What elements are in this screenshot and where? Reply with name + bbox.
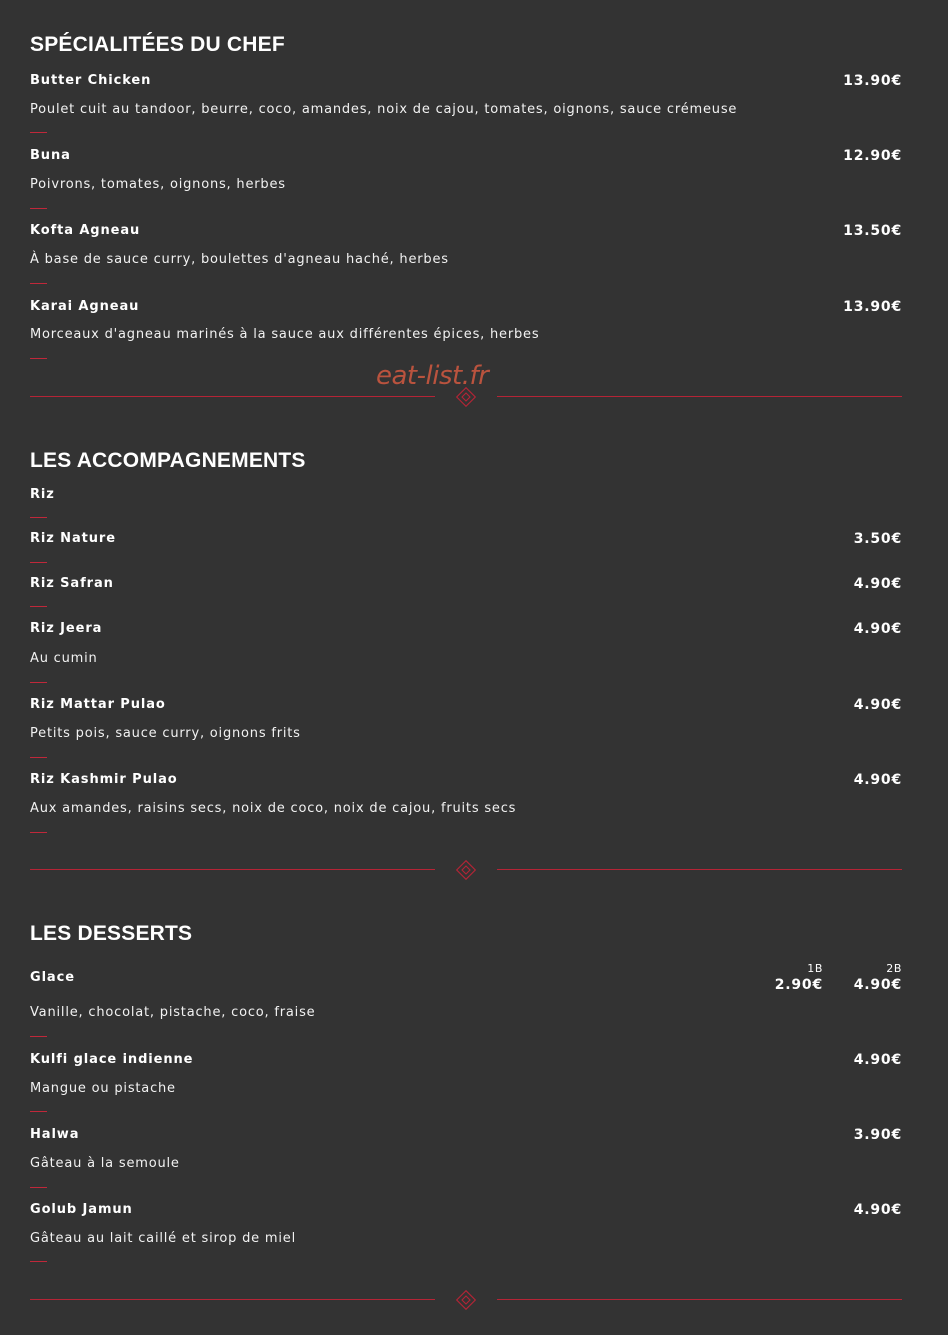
section-title-specialites: SPÉCIALITÉES DU CHEF <box>30 33 285 56</box>
section-divider <box>30 859 902 881</box>
item-price: 4.90€ <box>853 1202 902 1218</box>
item-price-2b: 4.90€ <box>853 977 902 993</box>
item-description: Poivrons, tomates, oignons, herbes <box>30 177 286 192</box>
item-separator <box>30 562 47 563</box>
item-description: Au cumin <box>30 651 98 666</box>
item-name: Riz <box>30 487 55 502</box>
item-price: 13.50€ <box>843 223 902 239</box>
item-separator <box>30 1187 47 1188</box>
item-separator <box>30 1111 47 1112</box>
diamond-ornament-icon <box>456 1290 476 1310</box>
item-price: 13.90€ <box>843 299 902 315</box>
item-description: Gâteau à la semoule <box>30 1156 180 1171</box>
item-description: Vanille, chocolat, pistache, coco, fraise <box>30 1005 316 1020</box>
watermark-text: eat-list.fr <box>376 361 489 391</box>
item-description: À base de sauce curry, boulettes d'agneau haché, herbes <box>30 252 449 267</box>
item-separator <box>30 208 47 209</box>
item-separator <box>30 832 47 833</box>
item-description: Poulet cuit au tandoor, beurre, coco, amandes, noix de cajou, tomates, oignons, sauce crémeuse <box>30 102 738 117</box>
item-price-1b: 2.90€ <box>774 977 823 993</box>
item-price: 13.90€ <box>843 73 902 89</box>
item-price: 3.50€ <box>853 531 902 547</box>
item-separator <box>30 1036 47 1037</box>
diamond-ornament-icon <box>456 860 476 880</box>
item-name: Buna <box>30 148 71 163</box>
item-price: 12.90€ <box>843 148 902 164</box>
item-name: Kofta Agneau <box>30 223 141 238</box>
item-price: 4.90€ <box>853 576 902 592</box>
item-description: Petits pois, sauce curry, oignons frits <box>30 726 301 741</box>
item-name: Golub Jamun <box>30 1202 133 1217</box>
diamond-ornament-icon <box>456 387 476 407</box>
item-price: 4.90€ <box>853 1052 902 1068</box>
item-separator <box>30 132 47 133</box>
item-name: Karai Agneau <box>30 299 140 314</box>
item-name: Riz Jeera <box>30 621 103 636</box>
item-separator <box>30 757 47 758</box>
item-name: Riz Kashmir Pulao <box>30 772 178 787</box>
item-separator <box>30 606 47 607</box>
item-separator <box>30 283 47 284</box>
item-name: Halwa <box>30 1127 80 1142</box>
item-description: Aux amandes, raisins secs, noix de coco, noix de cajou, fruits secs <box>30 801 517 816</box>
section-title-accompagnements: LES ACCOMPAGNEMENTS <box>30 449 306 472</box>
item-separator <box>30 1261 47 1262</box>
item-name: Kulfi glace indienne <box>30 1052 194 1067</box>
item-separator <box>30 517 47 518</box>
item-separator <box>30 682 47 683</box>
item-description: Gâteau au lait caillé et sirop de miel <box>30 1231 296 1246</box>
item-price: 4.90€ <box>853 621 902 637</box>
item-price: 4.90€ <box>853 772 902 788</box>
item-separator <box>30 358 47 359</box>
section-title-desserts: LES DESSERTS <box>30 922 193 945</box>
section-divider <box>30 1289 902 1311</box>
size-label-1b: 1B <box>807 962 823 975</box>
item-price: 3.90€ <box>853 1127 902 1143</box>
item-description: Morceaux d'agneau marinés à la sauce aux différentes épices, herbes <box>30 327 540 342</box>
item-description: Mangue ou pistache <box>30 1081 176 1096</box>
section-divider <box>30 386 902 408</box>
item-price: 4.90€ <box>853 697 902 713</box>
item-name: Butter Chicken <box>30 73 152 88</box>
item-name: Riz Safran <box>30 576 114 591</box>
item-name: Riz Nature <box>30 531 116 546</box>
item-name: Glace <box>30 970 75 985</box>
item-name: Riz Mattar Pulao <box>30 697 166 712</box>
size-label-2b: 2B <box>886 962 902 975</box>
